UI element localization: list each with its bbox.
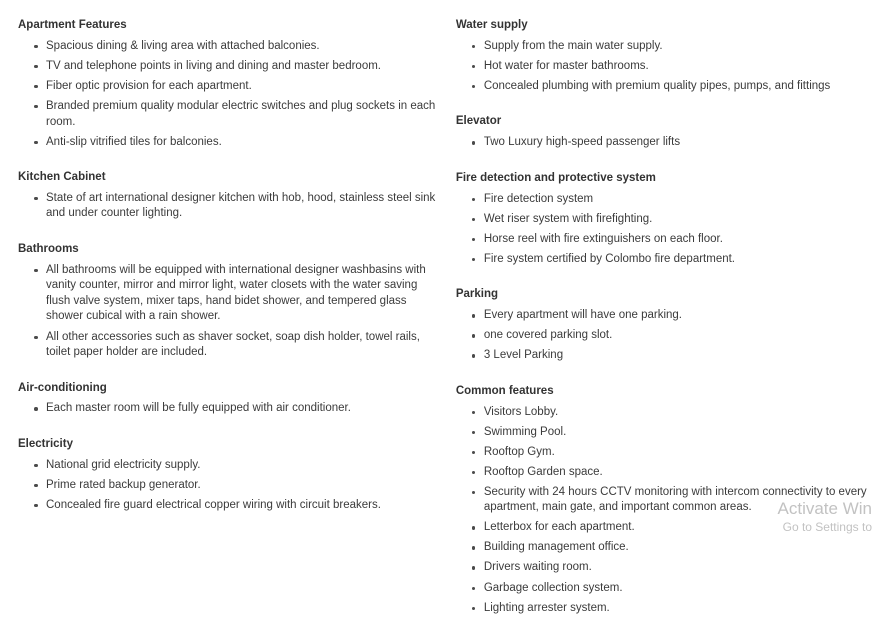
list-item: Each master room will be fully equipped with air conditioner. xyxy=(46,401,442,417)
feature-list xyxy=(18,263,442,361)
list-item: Letterbox for each apartment. xyxy=(484,520,868,536)
list-item: All other accessories such as shaver socket, soap dish holder, towel rails, toilet paper holder are included. xyxy=(46,330,442,361)
list-item: Every apartment will have one parking. xyxy=(484,308,868,324)
section-heading: Air-conditioning xyxy=(18,381,107,394)
list-item: Building management office. xyxy=(484,540,868,556)
list-item: Rooftop Gym. xyxy=(484,445,868,461)
list-item: Supply from the main water supply. xyxy=(484,39,868,55)
section-heading: Electricity xyxy=(18,437,73,450)
list-item: Fiber optic provision for each apartment. xyxy=(46,79,442,95)
list-item: Hot water for master bathrooms. xyxy=(484,59,868,75)
list-item: Garbage collection system. xyxy=(484,581,868,597)
list-item: one covered parking slot. xyxy=(484,328,868,344)
section-fire-detection xyxy=(456,171,868,268)
section-heading: Kitchen Cabinet xyxy=(18,171,106,184)
list-item: All bathrooms will be equipped with international designer washbasins with vanity counter, mirror and mirror light, water closets with the water saving flush valve system, mixer taps, hand bidet shower, and tempered glass shower cubical with a rain shower. xyxy=(46,263,442,325)
feature-list xyxy=(456,192,868,268)
section-heading: Water supply xyxy=(455,19,528,31)
left-column xyxy=(18,18,450,527)
feature-list xyxy=(18,401,442,417)
list-item: Visitors Lobby. xyxy=(484,405,868,421)
section-heading: Common features xyxy=(455,384,554,397)
section-electricity xyxy=(18,437,442,513)
feature-list xyxy=(456,39,868,95)
list-item: Lighting arrester system. xyxy=(484,601,868,617)
list-item: National grid electricity supply. xyxy=(46,458,442,474)
list-item: Wet riser system with firefighting. xyxy=(484,212,868,228)
list-item: Horse reel with fire extinguishers on each floor. xyxy=(484,232,868,248)
section-heading: Fire detection and protective system xyxy=(455,171,656,184)
section-heading: Bathrooms xyxy=(18,243,79,255)
list-item: Drivers waiting room. xyxy=(484,560,868,576)
list-item: Anti-slip vitrified tiles for balconies. xyxy=(46,135,442,151)
list-item: Fire detection system xyxy=(484,192,868,208)
feature-list xyxy=(456,135,868,151)
feature-list xyxy=(456,308,868,364)
feature-list xyxy=(18,191,442,222)
list-item: 3 Level Parking xyxy=(484,348,868,364)
section-heading: Elevator xyxy=(455,115,502,128)
feature-list xyxy=(456,405,868,616)
list-item: Concealed plumbing with premium quality pipes, pumps, and fittings xyxy=(484,79,868,95)
list-item: Branded premium quality modular electric switches and plug sockets in each room. xyxy=(46,99,442,130)
feature-list xyxy=(18,458,442,514)
section-elevator xyxy=(456,114,868,150)
list-item: Rooftop Garden space. xyxy=(484,465,868,481)
list-item: Prime rated backup generator. xyxy=(46,478,442,494)
section-parking xyxy=(456,287,868,363)
section-common-features xyxy=(456,384,868,616)
list-item: Security with 24 hours CCTV monitoring with intercom connectivity to every apartment, main gate, and important common areas. xyxy=(484,485,868,516)
list-item: Two Luxury high-speed passenger lifts xyxy=(484,135,868,151)
watermark-title: Activate Win xyxy=(777,499,872,518)
list-item: Spacious dining & living area with attached balconies. xyxy=(46,39,442,55)
section-apartment-features xyxy=(18,18,442,150)
watermark-subtitle: Go to Settings to xyxy=(782,520,872,534)
section-bathrooms xyxy=(18,242,442,361)
list-item: Concealed fire guard electrical copper wiring with circuit breakers. xyxy=(46,498,442,514)
section-air-conditioning xyxy=(18,381,442,417)
list-item: State of art international designer kitchen with hob, hood, stainless steel sink and under counter lighting. xyxy=(46,191,442,222)
section-heading: Parking xyxy=(455,288,499,301)
right-column xyxy=(450,18,868,630)
two-column-layout xyxy=(18,18,868,630)
list-item: TV and telephone points in living and dining and master bedroom. xyxy=(46,59,442,75)
section-kitchen-cabinet xyxy=(18,170,442,222)
list-item: Swimming Pool. xyxy=(484,425,868,441)
section-heading: Apartment Features xyxy=(18,19,127,31)
feature-list xyxy=(18,39,442,150)
list-item: Fire system certified by Colombo fire department. xyxy=(484,252,868,268)
section-water-supply xyxy=(456,18,868,94)
